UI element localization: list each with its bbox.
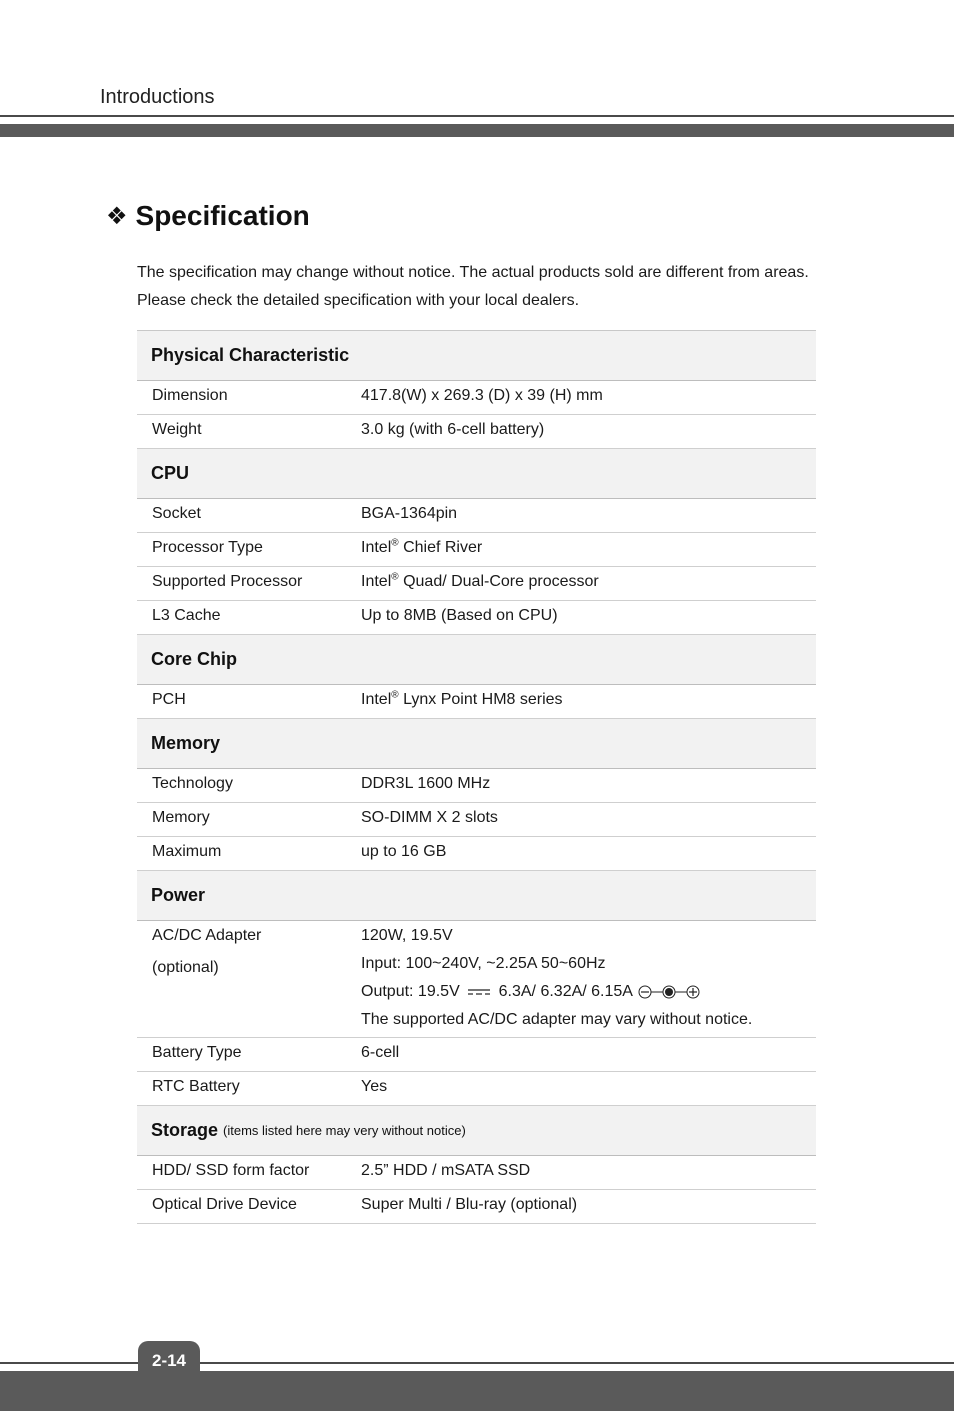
row-value: 6-cell (361, 1044, 400, 1061)
table-row (137, 1156, 816, 1190)
value-prefix: Intel (361, 539, 392, 556)
table-row (137, 803, 816, 837)
diamond-bullet-icon: ❖ (106, 202, 128, 230)
row-value: Up to 8MB (Based on CPU) (361, 607, 558, 624)
group-heading-storage (137, 1106, 816, 1156)
row-value (361, 537, 816, 556)
row-value (361, 571, 816, 590)
intro-text (137, 259, 837, 315)
table-row (137, 415, 816, 449)
row-label: Memory (152, 809, 210, 826)
row-value (361, 978, 816, 1006)
row-label: L3 Cache (152, 607, 221, 624)
value-suffix: Chief River (398, 539, 483, 556)
value-suffix: Quad/ Dual-Core processor (398, 573, 599, 590)
running-header: Introductions (100, 86, 215, 108)
table-row (137, 601, 816, 635)
row-value (361, 689, 816, 708)
section-title-text: Specification (135, 200, 310, 231)
row-label: Supported Processor (152, 573, 303, 590)
row-value: Yes (361, 1078, 388, 1095)
row-label: AC/DC Adapter (152, 927, 262, 944)
value-suffix: Lynx Point HM8 series (398, 691, 563, 708)
header-bar (0, 124, 954, 137)
table-row (137, 381, 816, 415)
intro-line: The specification may change without notice. The actual products sold are different from areas. (137, 264, 809, 281)
output-current: 6.3A/ 6.32A/ 6.15A (498, 983, 633, 1000)
row-value: Super Multi / Blu-ray (optional) (361, 1196, 578, 1213)
page-number: 2-14 (151, 1351, 187, 1370)
row-label: Maximum (152, 843, 222, 860)
intro-line: Please check the detailed specification with your local dealers. (137, 292, 580, 309)
registered-mark: ® (391, 537, 399, 549)
table-row (137, 499, 816, 533)
output-voltage: Output: 19.5V (361, 983, 460, 1000)
dc-current-icon (464, 986, 494, 998)
table-row (137, 533, 816, 567)
row-label: Processor Type (152, 539, 263, 556)
row-label: PCH (152, 691, 186, 708)
table-row (137, 1072, 816, 1106)
row-value: The supported AC/DC adapter may vary without notice. (361, 1011, 753, 1028)
group-heading-power: Power (137, 871, 816, 921)
row-label: Technology (152, 775, 233, 792)
spec-table (137, 330, 816, 1224)
row-label: Dimension (152, 387, 228, 404)
table-row (137, 837, 816, 871)
group-heading-memory: Memory (137, 719, 816, 769)
row-label: Weight (152, 421, 202, 438)
row-label: (optional) (152, 959, 219, 976)
registered-mark: ® (391, 571, 399, 583)
row-value: BGA-1364pin (361, 505, 458, 522)
group-heading-core-chip: Core Chip (137, 635, 816, 685)
table-row (137, 1038, 816, 1072)
row-value: up to 16 GB (361, 843, 447, 860)
row-value: 2.5” HDD / mSATA SSD (361, 1162, 531, 1179)
row-label: Socket (152, 505, 201, 522)
row-label: Optical Drive Device (152, 1196, 297, 1213)
row-value: Input: 100~240V, ~2.25A 50~60Hz (361, 955, 606, 972)
row-value: 417.8(W) x 269.3 (D) x 39 (H) mm (361, 387, 603, 404)
polarity-icon (637, 984, 701, 1000)
table-row (137, 921, 816, 1038)
group-heading-title: Storage (151, 1120, 219, 1140)
row-value: DDR3L 1600 MHz (361, 775, 491, 792)
section-title (106, 200, 310, 232)
value-prefix: Intel (361, 691, 392, 708)
row-value: 120W, 19.5V (361, 927, 453, 944)
header-rule (0, 115, 954, 117)
row-label: RTC Battery (152, 1078, 240, 1095)
table-row (137, 1190, 816, 1224)
row-value: SO-DIMM X 2 slots (361, 809, 498, 826)
table-row (137, 769, 816, 803)
row-value: 3.0 kg (with 6-cell battery) (361, 421, 545, 438)
page-number-badge (138, 1341, 200, 1411)
value-prefix: Intel (361, 573, 392, 590)
group-heading-cpu: CPU (137, 449, 816, 499)
group-heading-note: (items listed here may very without notice) (223, 1123, 466, 1138)
table-row (137, 567, 816, 601)
registered-mark: ® (391, 689, 399, 701)
table-row (137, 685, 816, 719)
row-label: Battery Type (152, 1044, 242, 1061)
group-heading-physical: Physical Characteristic (137, 331, 816, 381)
row-label: HDD/ SSD form factor (152, 1162, 310, 1179)
